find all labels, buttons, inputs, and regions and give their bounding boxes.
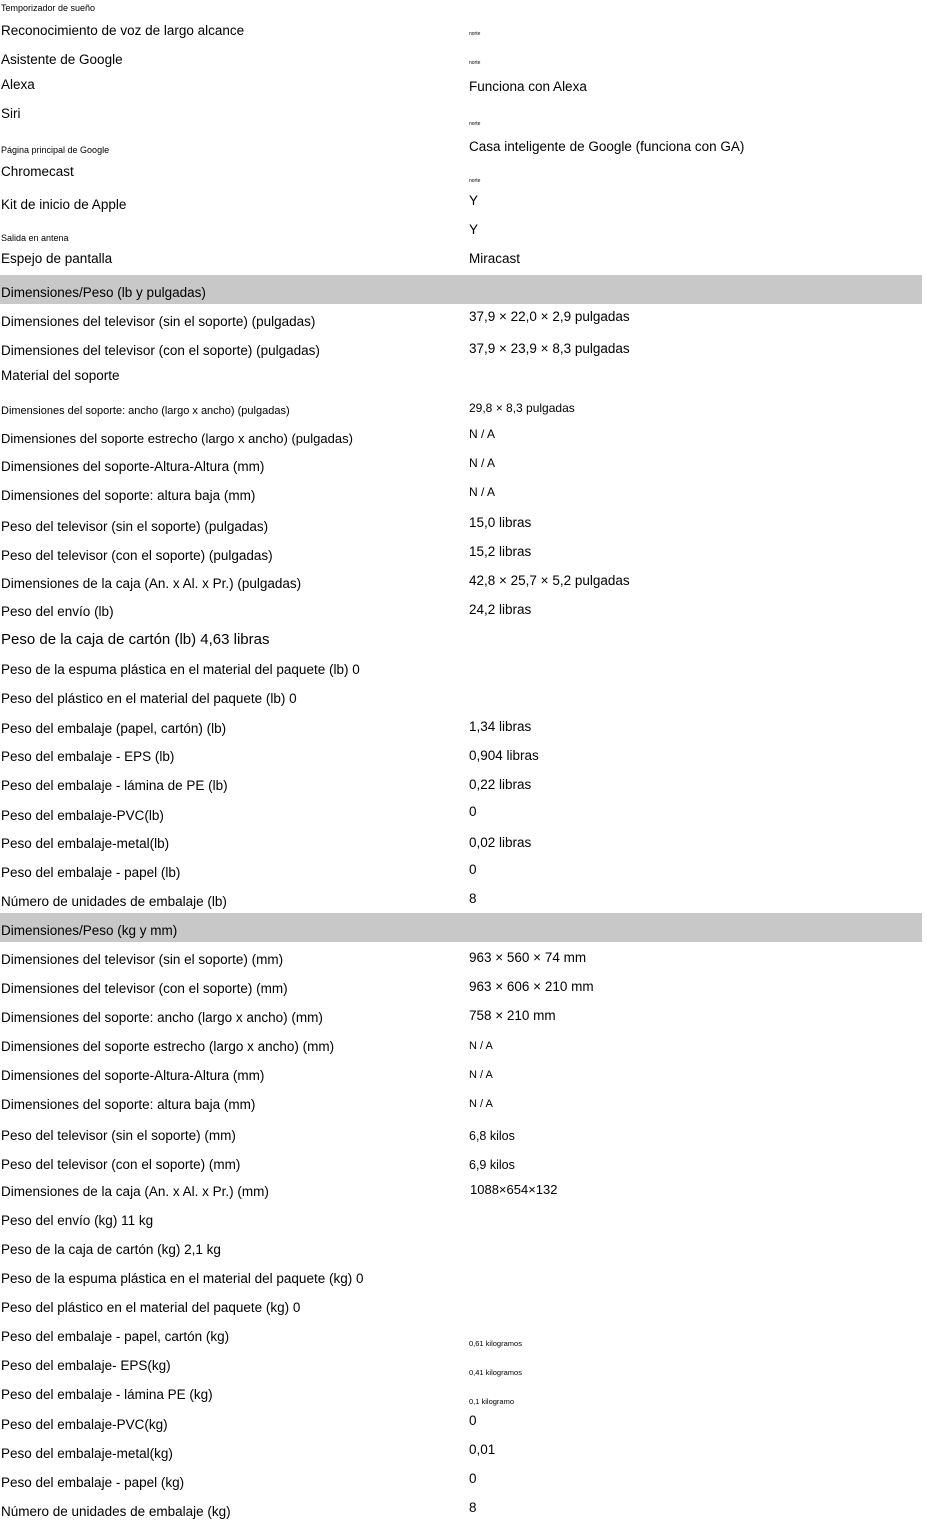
spec-label: Peso de la espuma plástica en el material del paquete (lb) 0	[1, 662, 360, 677]
spec-value: 42,8 × 25,7 × 5,2 pulgadas	[469, 573, 630, 588]
spec-label: Peso del televisor (sin el soporte) (mm)	[1, 1128, 236, 1143]
spec-value: norte	[469, 60, 481, 66]
spec-value: 1088×654×132	[470, 1182, 558, 1197]
spec-row	[0, 367, 922, 396]
spec-value: 15,2 libras	[469, 544, 532, 559]
spec-label: Peso del embalaje - EPS (lb)	[1, 749, 175, 764]
spec-label: Siri	[1, 106, 21, 121]
spec-row	[0, 979, 922, 1008]
spec-value: 963 × 560 × 74 mm	[469, 950, 587, 965]
spec-label: Dimensiones del soporte: altura baja (mm)	[1, 488, 256, 503]
spec-label: Peso del embalaje - papel (lb)	[1, 865, 181, 880]
spec-label: Peso del embalaje - lámina PE (kg)	[1, 1387, 213, 1402]
spec-label: Número de unidades de embalaje (kg)	[1, 1504, 231, 1519]
spec-row	[0, 51, 922, 80]
spec-value: norte	[469, 31, 481, 37]
section-header-lb	[0, 275, 922, 304]
spec-row	[0, 1127, 922, 1156]
spec-label: Material del soporte	[1, 368, 120, 383]
spec-value: 0	[469, 862, 477, 877]
spec-row	[0, 630, 922, 659]
spec-row	[0, 1241, 922, 1270]
spec-value: 8	[469, 891, 477, 906]
spec-row	[0, 1502, 922, 1531]
spec-row	[0, 138, 922, 167]
spec-row	[0, 543, 922, 572]
spec-row	[0, 1473, 922, 1502]
spec-label: Espejo de pantalla	[1, 251, 113, 266]
spec-value: 963 × 606 × 210 mm	[469, 979, 594, 994]
spec-row	[0, 338, 922, 367]
spec-row	[0, 77, 922, 106]
spec-label: Reconocimiento de voz de largo alcance	[1, 23, 245, 38]
spec-row	[0, 777, 922, 806]
spec-label: Dimensiones del soporte: altura baja (mm)	[1, 1097, 256, 1112]
spec-row	[0, 106, 922, 135]
spec-row	[0, 22, 922, 51]
spec-label: Peso del embalaje- EPS(kg)	[1, 1358, 171, 1373]
spec-value: N / A	[469, 1098, 493, 1110]
spec-row	[0, 1415, 922, 1444]
spec-value: N / A	[469, 427, 496, 441]
spec-label: Peso de la caja de cartón (lb) 4,63 libras	[1, 631, 270, 648]
spec-row	[0, 425, 922, 454]
spec-label: Dimensiones del televisor (sin el soporte) (pulgadas)	[1, 314, 316, 329]
spec-label: Dimensiones de la caja (An. x Al. x Pr.) (mm)	[1, 1184, 269, 1199]
spec-label: Peso de la espuma plástica en el material del paquete (kg) 0	[1, 1271, 364, 1286]
spec-value: 0	[469, 1471, 477, 1486]
spec-value: 0	[469, 1413, 477, 1428]
spec-label: Peso del embalaje - lámina de PE (lb)	[1, 778, 228, 793]
spec-label: Peso de la caja de cartón (kg) 2,1 kg	[1, 1242, 221, 1257]
spec-label: Peso del plástico en el material del paquete (lb) 0	[1, 691, 297, 706]
spec-value: norte	[469, 121, 481, 127]
spec-value	[469, 0, 478, 2]
spec-row	[0, 1095, 922, 1124]
spec-value: Y	[469, 193, 479, 208]
spec-label: Peso del embalaje-PVC(kg)	[1, 1417, 168, 1432]
spec-label: Número de unidades de embalaje (lb)	[1, 894, 227, 909]
spec-label: Peso del embalaje - papel, cartón (kg)	[1, 1329, 230, 1344]
spec-value: 0,61 kilogramos	[469, 1339, 522, 1348]
spec-row	[0, 805, 922, 834]
spec-value: 29,8 × 8,3 pulgadas	[469, 401, 575, 415]
spec-label: Kit de inicio de Apple	[1, 197, 127, 212]
spec-row	[0, 1182, 922, 1211]
spec-row	[0, 1066, 922, 1095]
spec-label: Alexa	[1, 77, 35, 92]
spec-row	[0, 308, 922, 337]
spec-label: Peso del envío (lb)	[1, 604, 114, 619]
spec-label: Dimensiones del soporte estrecho (largo x ancho) (pulgadas)	[1, 431, 353, 446]
spec-value: 0,22 libras	[469, 777, 532, 792]
spec-label: Salida en antena	[1, 233, 69, 243]
spec-value: Funciona con Alexa	[469, 79, 587, 94]
spec-label: Dimensiones del soporte: ancho (largo x ancho) (mm)	[1, 1010, 323, 1025]
spec-label: Dimensiones del televisor (sin el soporte) (mm)	[1, 952, 284, 967]
spec-label: Peso del embalaje-metal(kg)	[1, 1446, 173, 1461]
spec-row	[0, 572, 922, 601]
spec-value: Y	[469, 222, 479, 237]
spec-label: Asistente de Google	[1, 52, 123, 67]
spec-row	[0, 1386, 922, 1415]
spec-row	[0, 601, 922, 630]
spec-row	[0, 1328, 922, 1357]
spec-value: 0	[469, 804, 477, 819]
spec-row	[0, 1156, 922, 1185]
spec-value: 0,1 kilogramo	[469, 1397, 515, 1406]
spec-value: 0,01	[469, 1442, 496, 1457]
spec-row	[0, 1444, 922, 1473]
spec-value: 0,904 libras	[469, 748, 539, 763]
spec-label: Peso del televisor (con el soporte) (mm)	[1, 1157, 241, 1172]
spec-label: Peso del plástico en el material del paquete (kg) 0	[1, 1300, 301, 1315]
spec-label: Temporizador de sueño	[1, 3, 96, 13]
spec-row	[0, 0, 922, 23]
spec-label: Peso del envío (kg) 11 kg	[1, 1213, 154, 1228]
spec-label: Peso del televisor (sin el soporte) (pulgadas)	[1, 519, 269, 534]
section-title: Dimensiones/Peso (lb y pulgadas)	[1, 285, 206, 300]
spec-value: 0,41 kilogramos	[469, 1368, 522, 1377]
spec-label: Dimensiones del soporte-Altura-Altura (mm)	[1, 1068, 265, 1083]
spec-value: 8	[469, 1500, 477, 1515]
spec-value: Casa inteligente de Google (funciona con GA)	[469, 139, 745, 154]
spec-value: N / A	[469, 1040, 493, 1052]
spec-label: Peso del embalaje-PVC(lb)	[1, 808, 164, 823]
spec-row	[0, 454, 922, 483]
spec-label: Peso del embalaje-metal(lb)	[1, 836, 170, 851]
spec-row	[0, 193, 922, 222]
spec-value: Miracast	[469, 251, 521, 266]
spec-value: N / A	[469, 485, 496, 499]
spec-value: 24,2 libras	[469, 602, 532, 617]
spec-label: Dimensiones del televisor (con el soporte) (pulgadas)	[1, 343, 320, 358]
spec-row	[0, 1037, 922, 1066]
spec-row	[0, 863, 922, 892]
spec-row	[0, 748, 922, 777]
spec-value: 37,9 × 23,9 × 8,3 pulgadas	[469, 341, 630, 356]
spec-label: Peso del embalaje - papel (kg)	[1, 1475, 185, 1490]
spec-label: Dimensiones de la caja (An. x Al. x Pr.) (pulgadas)	[1, 576, 302, 591]
section-title: Dimensiones/Peso (kg y mm)	[1, 923, 178, 938]
spec-row	[0, 1212, 922, 1241]
spec-label: Chromecast	[1, 164, 74, 179]
spec-row	[0, 719, 922, 748]
spec-label: Dimensiones del soporte-Altura-Altura (mm)	[1, 459, 265, 474]
spec-row	[0, 835, 922, 864]
spec-value: 0,02 libras	[469, 835, 532, 850]
spec-label: Dimensiones del soporte estrecho (largo x ancho) (mm)	[1, 1039, 335, 1054]
spec-value: 15,0 libras	[469, 515, 532, 530]
spec-label: Dimensiones del televisor (con el soporte) (mm)	[1, 981, 288, 996]
spec-value: 6,9 kilos	[469, 1158, 515, 1172]
spec-label: Peso del televisor (con el soporte) (pulgadas)	[1, 548, 273, 563]
spec-value: 758 × 210 mm	[469, 1008, 556, 1023]
spec-value: 37,9 × 22,0 × 2,9 pulgadas	[469, 309, 630, 324]
spec-label: Peso del embalaje (papel, cartón) (lb)	[1, 721, 227, 736]
spec-row	[0, 164, 922, 193]
spec-row	[0, 661, 922, 690]
spec-row	[0, 1008, 922, 1037]
spec-row	[0, 483, 922, 512]
spec-value: norte	[469, 178, 481, 184]
spec-label: Dimensiones del soporte: ancho (largo x ancho) (pulgadas)	[1, 405, 290, 417]
spec-row	[0, 514, 922, 543]
spec-value: N / A	[469, 456, 496, 470]
spec-row	[0, 1357, 922, 1386]
spec-row	[0, 690, 922, 719]
spec-label: Página principal de Google	[1, 145, 110, 155]
spec-value: 1,34 libras	[469, 719, 532, 734]
spec-row	[0, 1270, 922, 1299]
spec-row	[0, 1299, 922, 1328]
spec-row	[0, 950, 922, 979]
spec-value: 6,8 kilos	[469, 1129, 515, 1143]
spec-row	[0, 399, 922, 428]
spec-row	[0, 222, 922, 251]
spec-value: N / A	[469, 1069, 493, 1081]
section-header-kg	[0, 913, 922, 942]
